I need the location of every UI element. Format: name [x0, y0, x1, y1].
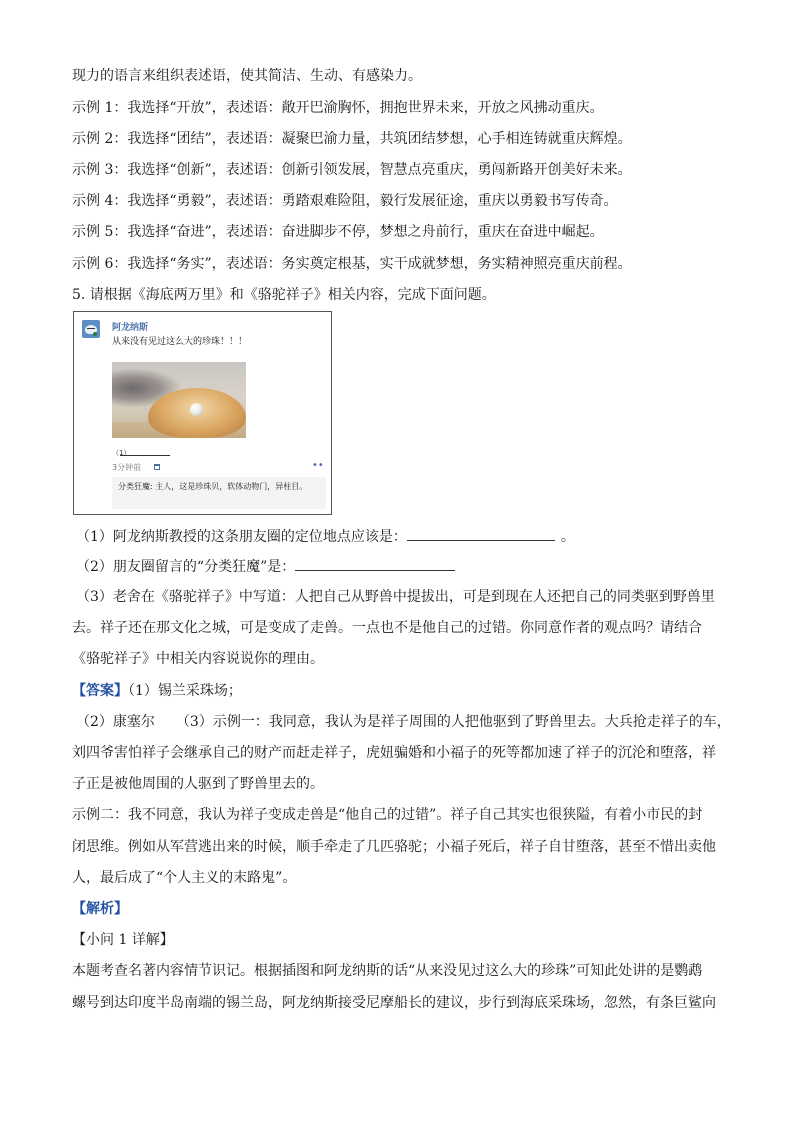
- trash-icon[interactable]: [154, 464, 160, 470]
- question-5-3-line-2: 去。祥子还在那文化之城，可是变成了走兽。一点也不是他自己的过错。你同意作者的观点吗？请结合: [72, 620, 702, 636]
- analysis-line-1: 本题考查名著内容情节识记。根据插图和阿龙纳斯的话“从来没见过这么大的珍珠”可知此处讲的是鹦鹉: [72, 963, 703, 979]
- example-4: 示例 4：我选择“勇毅”，表述语：勇踏艰难险阻，毅行发展征途，重庆以勇毅书写传奇。: [72, 193, 618, 209]
- example-1: 示例 1：我选择“开放”，表述语：敞开巴渝胸怀，拥抱世界未来，开放之风拂动重庆。: [72, 100, 604, 116]
- question-5-1-text: （1）阿龙纳斯教授的这条朋友圈的定位地点应该是：: [76, 529, 407, 545]
- more-options-icon[interactable]: ••: [312, 460, 324, 471]
- answer-line-3: 刘四爷害怕祥子会继承自己的财产而赶走祥子，虎妞骗婚和小福子的死等都加速了祥子的沉沦和堕落，祥: [72, 745, 716, 761]
- card-timestamp: 3分钟前: [112, 463, 142, 472]
- avatar: [82, 320, 100, 338]
- example-5: 示例 5：我选择“奋进”，表述语：奋进脚步不停，梦想之舟前行，重庆在奋进中崛起。: [72, 224, 604, 240]
- example-6: 示例 6：我选择“务实”，表述语：务实奠定根基，实干成就梦想，务实精神照亮重庆前程。: [72, 256, 632, 272]
- answer-1-text: （1）锡兰采珠场；: [128, 683, 242, 699]
- question-5-2: [76, 556, 455, 577]
- card-author-name: 阿龙纳斯: [112, 323, 149, 333]
- card-post-text: 从来没有见过这么大的珍珠！！！: [112, 337, 248, 347]
- pearl-icon: [190, 403, 203, 416]
- pearl-shell-photo: [112, 362, 246, 438]
- example-2: 示例 2：我选择“团结”，表述语：凝聚巴渝力量，共筑团结梦想，心手相连铸就重庆辉煌。: [72, 131, 632, 147]
- answer-blank-2: [295, 556, 455, 571]
- answer-line-2: （2）康塞尔 （3）示例一：我同意，我认为是祥子周围的人把他驱到了野兽里去。大兵抢走祥子的车，: [76, 714, 731, 730]
- answer-line-4: 子正是被他周围的人驱到了野兽里去的。: [72, 776, 324, 792]
- question-5-3-line-1: （3）老舍在《骆驼祥子》中写道：人把自己从野兽中提拔出，可是到现在人还把自己的同类驱到野兽里: [76, 589, 715, 605]
- answer-blank-1: [407, 526, 555, 541]
- question-5-1-end: 。: [560, 529, 575, 545]
- question-5-2-text: （2）朋友圈留言的“分类狂魔”是：: [76, 559, 296, 575]
- location-blank: [120, 455, 170, 456]
- analysis-tag: 【解析】: [72, 901, 128, 917]
- example-two-line-3: 人，最后成了“个人主义的末路鬼”。: [72, 870, 297, 886]
- text-line: 现力的语言来组织表述语，使其简洁、生动、有感染力。: [72, 68, 422, 84]
- answer-tag: 【答案】: [72, 683, 128, 699]
- comment-box: [112, 477, 326, 509]
- card-location: （1）: [112, 449, 131, 457]
- subquestion-1-tag: 【小问 1 详解】: [72, 932, 174, 948]
- answer-line-1: [72, 681, 242, 701]
- moments-card: [73, 311, 332, 515]
- analysis-line-2: 螺号到达印度半岛南端的锡兰岛，阿龙纳斯接受尼摩船长的建议，步行到海底采珠场，忽然，有条巨鲨向: [72, 995, 716, 1011]
- question-5-3-line-3: 《骆驼祥子》中相关内容说说你的理由。: [72, 651, 324, 667]
- comment-text: 分类狂魔: 主人，这是珍珠贝，软体动物门，异柱目。: [118, 482, 308, 491]
- example-3: 示例 3：我选择“创新”，表述语：创新引领发展，智慧点亮重庆，勇闯新路开创美好未来。: [72, 162, 632, 178]
- example-two-line-1: 示例二：我不同意，我认为祥子变成走兽是“他自己的过错”。祥子自己其实也很狭隘，有着小市民的封: [72, 807, 703, 823]
- question-5-title: 5. 请根据《海底两万里》和《骆驼祥子》相关内容，完成下面问题。: [72, 287, 496, 303]
- example-two-line-2: 闭思维。例如从军营逃出来的时候，顺手牵走了几匹骆驼；小福子死后，祥子自甘堕落，甚至不惜出卖他: [72, 839, 716, 855]
- question-5-1: [76, 526, 575, 547]
